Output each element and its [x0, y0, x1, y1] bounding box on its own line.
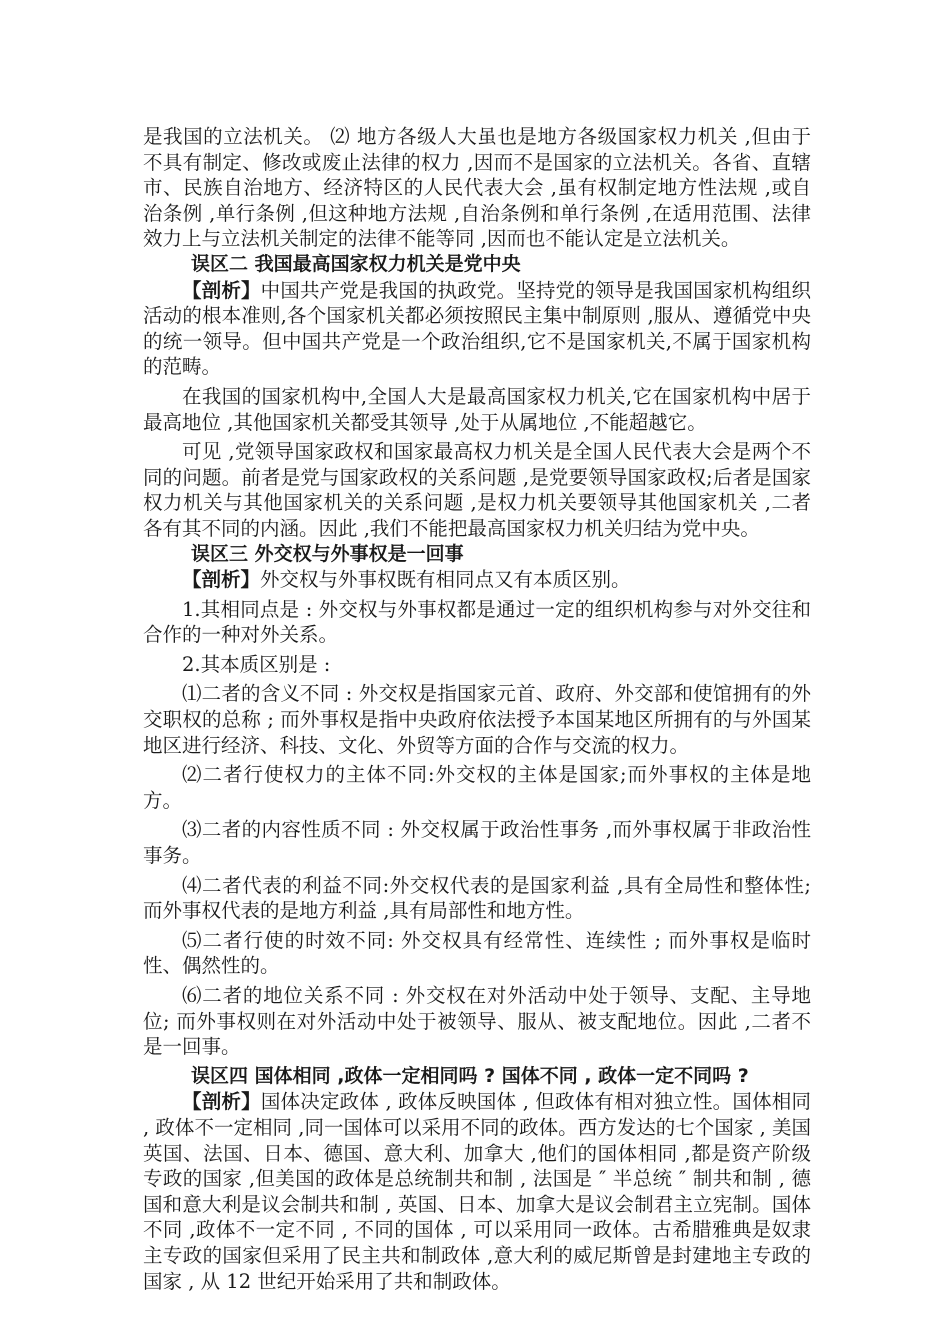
analysis-text: 外交权与外事权既有相同点又有本质区别。 — [260, 568, 631, 592]
analysis-text: 中国共产党是我国的执政党。坚持党的领导是我国国家机构组织活动的根本准则,各个国家机关都必须按照民主集中制原则 ,服从、遵循党中央的统一领导。但中国共产党是一个政治组织,它不是国家机关,不属于国家机构的范畴。 — [143, 278, 811, 379]
document-page — [143, 124, 811, 1294]
analysis-text: 国体决定政体 , 政体反映国体 , 但政体有相对独立性。国体相同 , 政体不一定相同 ,同一国体可以采用不同的政体。西方发达的七个国家 , 美国 英国、法国、日本、德国、意大利、加拿大 ,他们的国体相同 ,都是资产阶级专政的国家 ,但美国的政体是总统制共和制 , 法国是 ″ 半总统 ″ 制共和制 , 德国和意大利是议会制共和制 , 英国、日本、加拿大是议会制君主立宪制。国体不同 ,政体不一定不同 , 不同的国体 , 可以采用同一政体。古希腊雅典是奴隶主专政的国家但采用了民主共和制政体 ,意大利的威尼斯曾是封建地主专政的国家 , 从 12 世纪开始采用了共和制政体。 — [143, 1090, 811, 1293]
paragraph-party-leadership — [143, 278, 811, 380]
paragraph-npc-highest: 在我国的国家机构中,全国人大是最高国家权力机关,它在国家机构中居于最高地位 ,其他国家机关都受其领导 ,处于从属地位 ,不能超越它。 — [143, 384, 811, 434]
paragraph-difference-5: ⑸二者行使的时效不同: 外交权具有经常性、连续性 ; 而外事权是临时性、偶然性的。 — [143, 928, 811, 978]
heading-misconception-2: 误区二 我国最高国家权力机关是党中央 — [191, 252, 521, 275]
paragraph-difference-2: ⑵二者行使权力的主体不同:外交权的主体是国家;而外事权的主体是地方。 — [143, 763, 811, 812]
paragraph-conclusion-2: 可见 ,党领导国家政权和国家最高权力机关是全国人民代表大会是两个不同的问题。前者是党与国家政权的关系问题 ,是党要领导国家政权;后者是国家权力机关与其他国家机关的关系问题 ,是权力机关要领导其他国家机关 ,二者各有其不同的内涵。因此 ,我们不能把最高国家权力机关归结为党中央。 — [143, 440, 811, 540]
paragraph-difference-intro: 2.其本质区别是 : — [182, 652, 331, 676]
paragraph-difference-3: ⑶二者的内容性质不同 : 外交权属于政治性事务 ,而外事权属于非政治性事务。 — [143, 818, 811, 868]
analysis-tag: 【剖析】 — [182, 568, 261, 592]
analysis-tag: 【剖析】 — [182, 278, 261, 302]
paragraph-difference-4: ⑷二者代表的利益不同:外交权代表的是国家利益 ,具有全局性和整体性; 而外事权代表的是地方利益 ,具有局部性和地方性。 — [143, 873, 811, 923]
paragraph-difference-1: ⑴二者的含义不同 : 外交权是指国家元首、政府、外交部和使馆拥有的外交职权的总称 ; 而外事权是指中央政府依法授予本国某地区所拥有的与外国某地区进行经济、科技、文化、外贸等方面的合作与交流的权力。 — [143, 682, 811, 757]
paragraph-similarity: 1.其相同点是 : 外交权与外事权都是通过一定的组织机构参与对外交往和合作的一种对外关系。 — [143, 597, 811, 647]
heading-misconception-4: 误区四 国体相同 ,政体一定相同吗 ? 国体不同 , 政体一定不同吗 ? — [191, 1064, 749, 1087]
paragraph-difference-6: ⑹二者的地位关系不同 : 外交权在对外活动中处于领导、支配、主导地位; 而外事权则在对外活动中处于被领导、服从、被支配地位。因此 ,二者不是一回事。 — [143, 984, 811, 1059]
analysis-tag: 【剖析】 — [182, 1090, 261, 1114]
paragraph-state-system — [143, 1089, 811, 1294]
heading-misconception-3: 误区三 外交权与外事权是一回事 — [191, 542, 464, 565]
paragraph-diplomatic-vs-foreign — [143, 567, 811, 593]
paragraph-legislative-organs: 是我国的立法机关。 ⑵ 地方各级人大虽也是地方各级国家权力机关 ,但由于不具有制定、修改或废止法律的权力 ,因而不是国家的立法机关。各省、直辖市、民族自治地方、经济特区的人民代表大会 ,虽有权制定地方性法规 ,或自治条例 ,单行条例 ,但这种地方法规 ,自治条例和单行条例 ,在适用范围、法律效力上与立法机关制定的法律不能等同 ,因而也不能认定是立法机关。 — [143, 125, 811, 251]
